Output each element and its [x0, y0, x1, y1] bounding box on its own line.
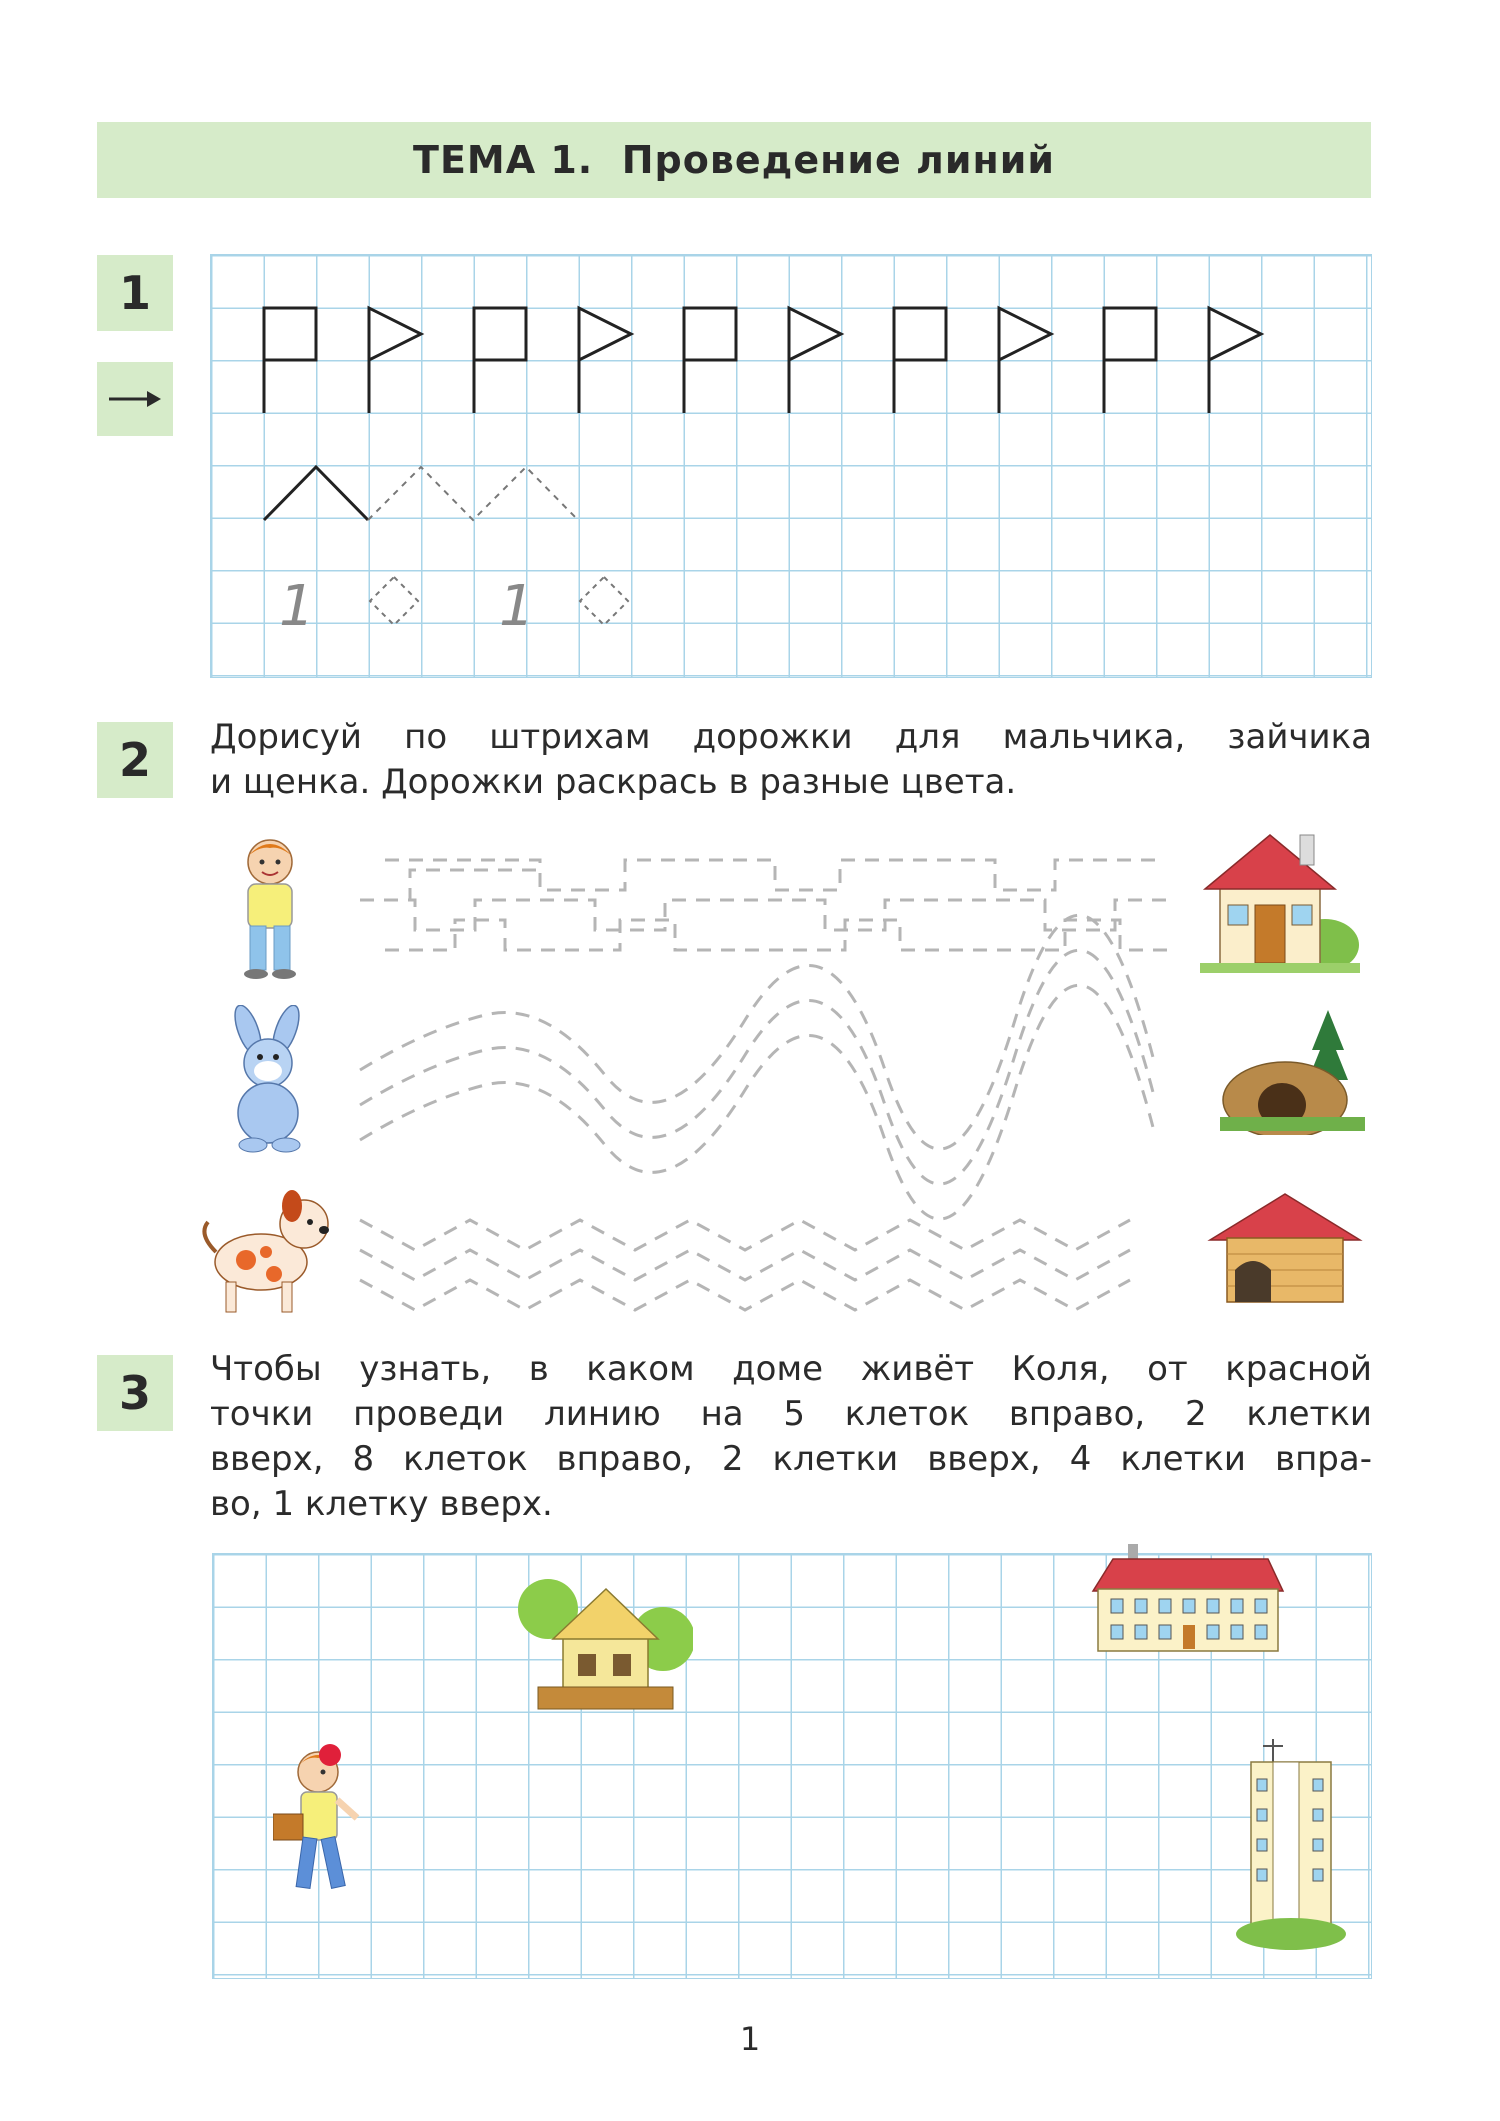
task3-line-3: вверх, 8 клеток вправо, 2 клетки вверх, 4 клетки впра- — [210, 1439, 1372, 1479]
square-flag — [894, 308, 946, 413]
task-number-3: 3 — [97, 1355, 173, 1431]
long-house-icon — [1083, 1539, 1288, 1664]
triangle-flag — [579, 308, 631, 413]
right-arrow-icon — [97, 362, 173, 436]
topic-number: ТЕМА 1. — [413, 138, 594, 182]
dashed-diamond — [370, 577, 418, 625]
house-icon — [1200, 825, 1360, 980]
square-flag — [1104, 308, 1156, 413]
topic-header — [97, 122, 1371, 198]
digit-hint-1: 1 — [279, 574, 315, 639]
task3-instructions — [210, 1347, 1372, 1527]
triangle-flag — [789, 308, 841, 413]
puppy-icon — [196, 1182, 341, 1322]
flags-and-zigzag-pattern — [211, 255, 1371, 677]
digit-hint-2: 1 — [499, 574, 535, 639]
boy-icon — [220, 832, 320, 982]
triangle-flag — [1209, 308, 1261, 413]
triangle-flag — [999, 308, 1051, 413]
red-start-dot — [315, 1740, 345, 1770]
zigzag-solid — [264, 467, 368, 520]
square-flag — [474, 308, 526, 413]
page-number: 1 — [739, 2020, 761, 2058]
task-number-2: 2 — [97, 722, 173, 798]
cottage-icon — [518, 1559, 693, 1719]
task3-line-4: во, 1 клетку вверх. — [210, 1484, 553, 1524]
dashed-diamond — [580, 577, 628, 625]
task2-instructions — [210, 715, 1372, 805]
task3-line-2: точки проведи линию на 5 клеток вправо, 2 клетки — [210, 1394, 1372, 1434]
zigzag-dashed — [368, 467, 578, 520]
task3-line-1: Чтобы узнать, в каком доме живёт Коля, от красной — [210, 1349, 1372, 1389]
task-number-1: 1 — [97, 255, 173, 331]
square-flag — [684, 308, 736, 413]
task3-grid — [212, 1553, 1372, 1979]
bunny-icon — [218, 1005, 323, 1155]
dashed-paths — [355, 840, 1185, 1320]
tower-block-icon — [1233, 1734, 1353, 1954]
doghouse-icon — [1205, 1188, 1365, 1308]
square-flag — [264, 308, 316, 413]
task1-grid — [210, 254, 1372, 678]
triangle-flag — [369, 308, 421, 413]
burrow-icon — [1220, 1005, 1365, 1135]
task2-line-2: и щенка. Дорожки раскрась в разные цвета. — [210, 762, 1017, 802]
task2-line-1: Дорисуй по штрихам дорожки для мальчика, зайчика — [210, 717, 1372, 757]
topic-title: Проведение линий — [621, 138, 1055, 182]
